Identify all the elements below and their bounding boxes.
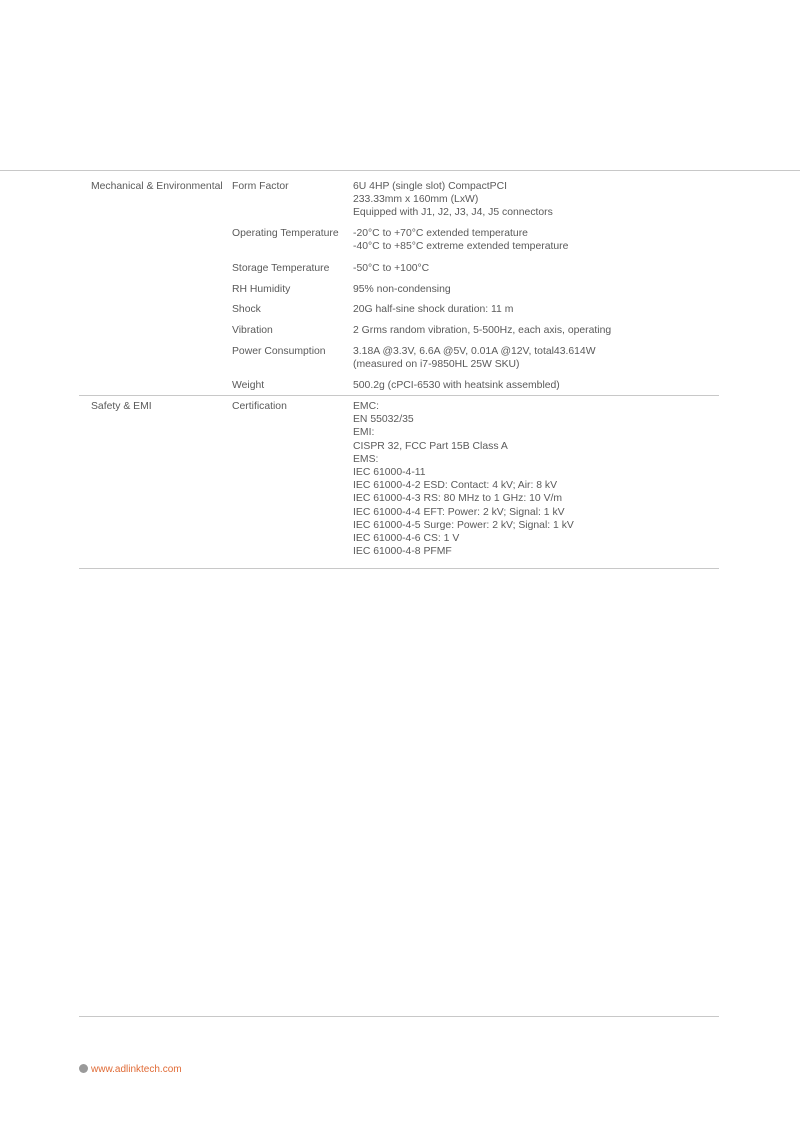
section-safety-emi xyxy=(79,396,719,569)
spec-value-line: IEC 61000-4-3 RS: 80 MHz to 1 GHz: 10 V/m xyxy=(353,493,563,505)
category-label: Mechanical & Environmental xyxy=(91,181,223,192)
spec-value-line: EN 55032/35 xyxy=(353,414,414,426)
spec-label: Operating Temperature xyxy=(232,228,339,239)
spec-value-line: 20G half-sine shock duration: 11 m xyxy=(353,304,514,315)
bottom-divider xyxy=(79,1016,719,1017)
spec-value xyxy=(353,227,713,253)
footer xyxy=(79,1063,182,1076)
spec-value-line: 500.2g (cPCI-6530 with heatsink assembled) xyxy=(353,380,560,391)
spec-label: RH Humidity xyxy=(232,284,291,295)
spec-label: Form Factor xyxy=(232,181,289,192)
spec-value-line: 2 Grms random vibration, 5-500Hz, each axis, operating xyxy=(353,325,612,336)
spec-value-line: -40°C to +85°C extreme extended temperature xyxy=(353,241,569,253)
spec-table xyxy=(79,176,719,569)
spec-value xyxy=(353,262,713,275)
spec-value-line: 3.18A @3.3V, 6.6A @5V, 0.01A @12V, total43.614W xyxy=(353,346,596,357)
spec-value-line: (measured on i7-9850HL 25W SKU) xyxy=(353,359,520,371)
spec-value-line: 233.33mm x 160mm (LxW) xyxy=(353,194,479,206)
top-divider xyxy=(0,170,800,171)
spec-value xyxy=(353,379,713,392)
spec-value-line: IEC 61000-4-5 Surge: Power: 2 kV; Signal: 1 kV xyxy=(353,519,574,531)
spec-label: Power Consumption xyxy=(232,346,326,357)
spec-label: Shock xyxy=(232,304,261,315)
spec-value-line: IEC 61000-4-11 xyxy=(353,467,426,479)
spec-label: Vibration xyxy=(232,325,273,336)
spec-value-line: IEC 61000-4-8 PFMF xyxy=(353,546,452,558)
spec-value-line: IEC 61000-4-4 EFT: Power: 2 kV; Signal: 1 kV xyxy=(353,506,565,518)
spec-value xyxy=(353,283,713,296)
spec-label: Weight xyxy=(232,380,265,391)
spec-value xyxy=(353,345,713,371)
category-label: Safety & EMI xyxy=(91,401,152,412)
spec-label: Storage Temperature xyxy=(232,263,330,274)
spec-value-line: -50°C to +100°C xyxy=(353,263,430,274)
spec-value-line: -20°C to +70°C extended temperature xyxy=(353,228,528,239)
spec-value-line: Equipped with J1, J2, J3, J4, J5 connectors xyxy=(353,207,553,219)
spec-value-line: 6U 4HP (single slot) CompactPCI xyxy=(353,181,507,192)
spec-value xyxy=(353,324,713,337)
spec-value-line: IEC 61000-4-6 CS: 1 V xyxy=(353,533,460,545)
spec-value xyxy=(353,400,713,558)
spec-value-line: EMS: xyxy=(353,453,379,465)
spec-value-line: IEC 61000-4-2 ESD: Contact: 4 kV; Air: 8 kV xyxy=(353,480,558,492)
spec-value xyxy=(353,180,713,220)
spec-label: Certification xyxy=(232,401,287,412)
section-mechanical-environmental xyxy=(79,176,719,396)
spec-value xyxy=(353,303,713,316)
spec-value-line: EMI: xyxy=(353,427,375,439)
globe-icon xyxy=(79,1064,88,1073)
spec-value-line: 95% non-condensing xyxy=(353,284,451,295)
spec-value-line: CISPR 32, FCC Part 15B Class A xyxy=(353,440,508,452)
website-link[interactable]: www.adlinktech.com xyxy=(91,1064,182,1075)
spec-value-line: EMC: xyxy=(353,401,379,412)
